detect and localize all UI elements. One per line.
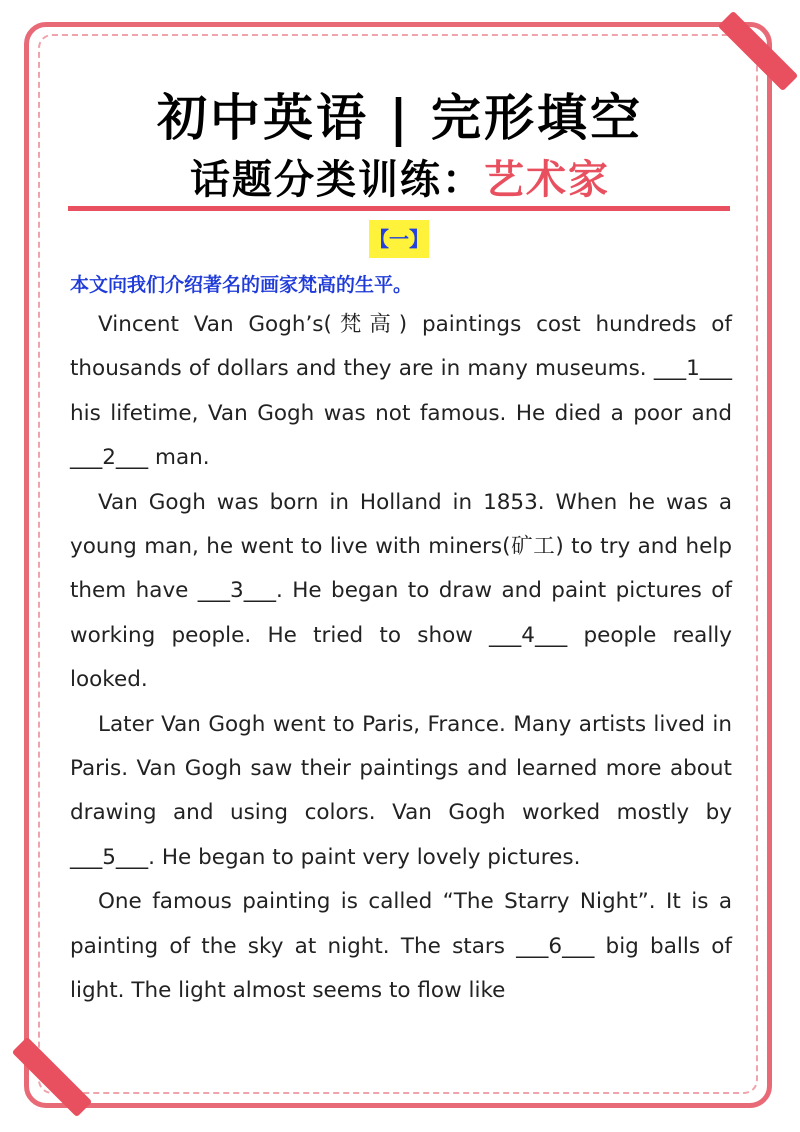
paragraph: Vincent Van Gogh’s(梵高) paintings cost hundreds of thousands of dollars and they are in many museums. ___1___ his lifetime, Van Gogh was not famous. He died a poor and ___2___ man. bbox=[70, 312, 732, 471]
subtitle-highlight: 艺术家 bbox=[484, 157, 610, 203]
page-subtitle bbox=[0, 148, 800, 205]
passage-body bbox=[70, 303, 732, 1014]
subtitle-prefix: 话题分类训练： bbox=[190, 157, 484, 203]
page-title: 初中英语 | 完形填空 bbox=[156, 89, 644, 147]
title-divider bbox=[68, 206, 730, 211]
section-number-badge: 【一】 bbox=[369, 220, 429, 258]
passage-intro: 本文向我们介绍著名的画家梵高的生平。 bbox=[70, 274, 413, 296]
paragraph: One famous painting is called “The Starry Night”. It is a painting of the sky at night. The stars ___6___ big balls of light. The light almost seems to flow like bbox=[70, 889, 732, 1004]
paragraph: Van Gogh was born in Holland in 1853. When he was a young man, he went to live with miners(矿工) to try and help them have ___3___. He began to draw and paint pictures of working people. He tried to show ___4___ people really looked. bbox=[70, 489, 732, 693]
paragraph: Later Van Gogh went to Paris, France. Many artists lived in Paris. Van Gogh saw their paintings and learned more about drawing and using colors. Van Gogh worked mostly by ___5___. He began to paint very lovely pictures. bbox=[70, 711, 732, 870]
